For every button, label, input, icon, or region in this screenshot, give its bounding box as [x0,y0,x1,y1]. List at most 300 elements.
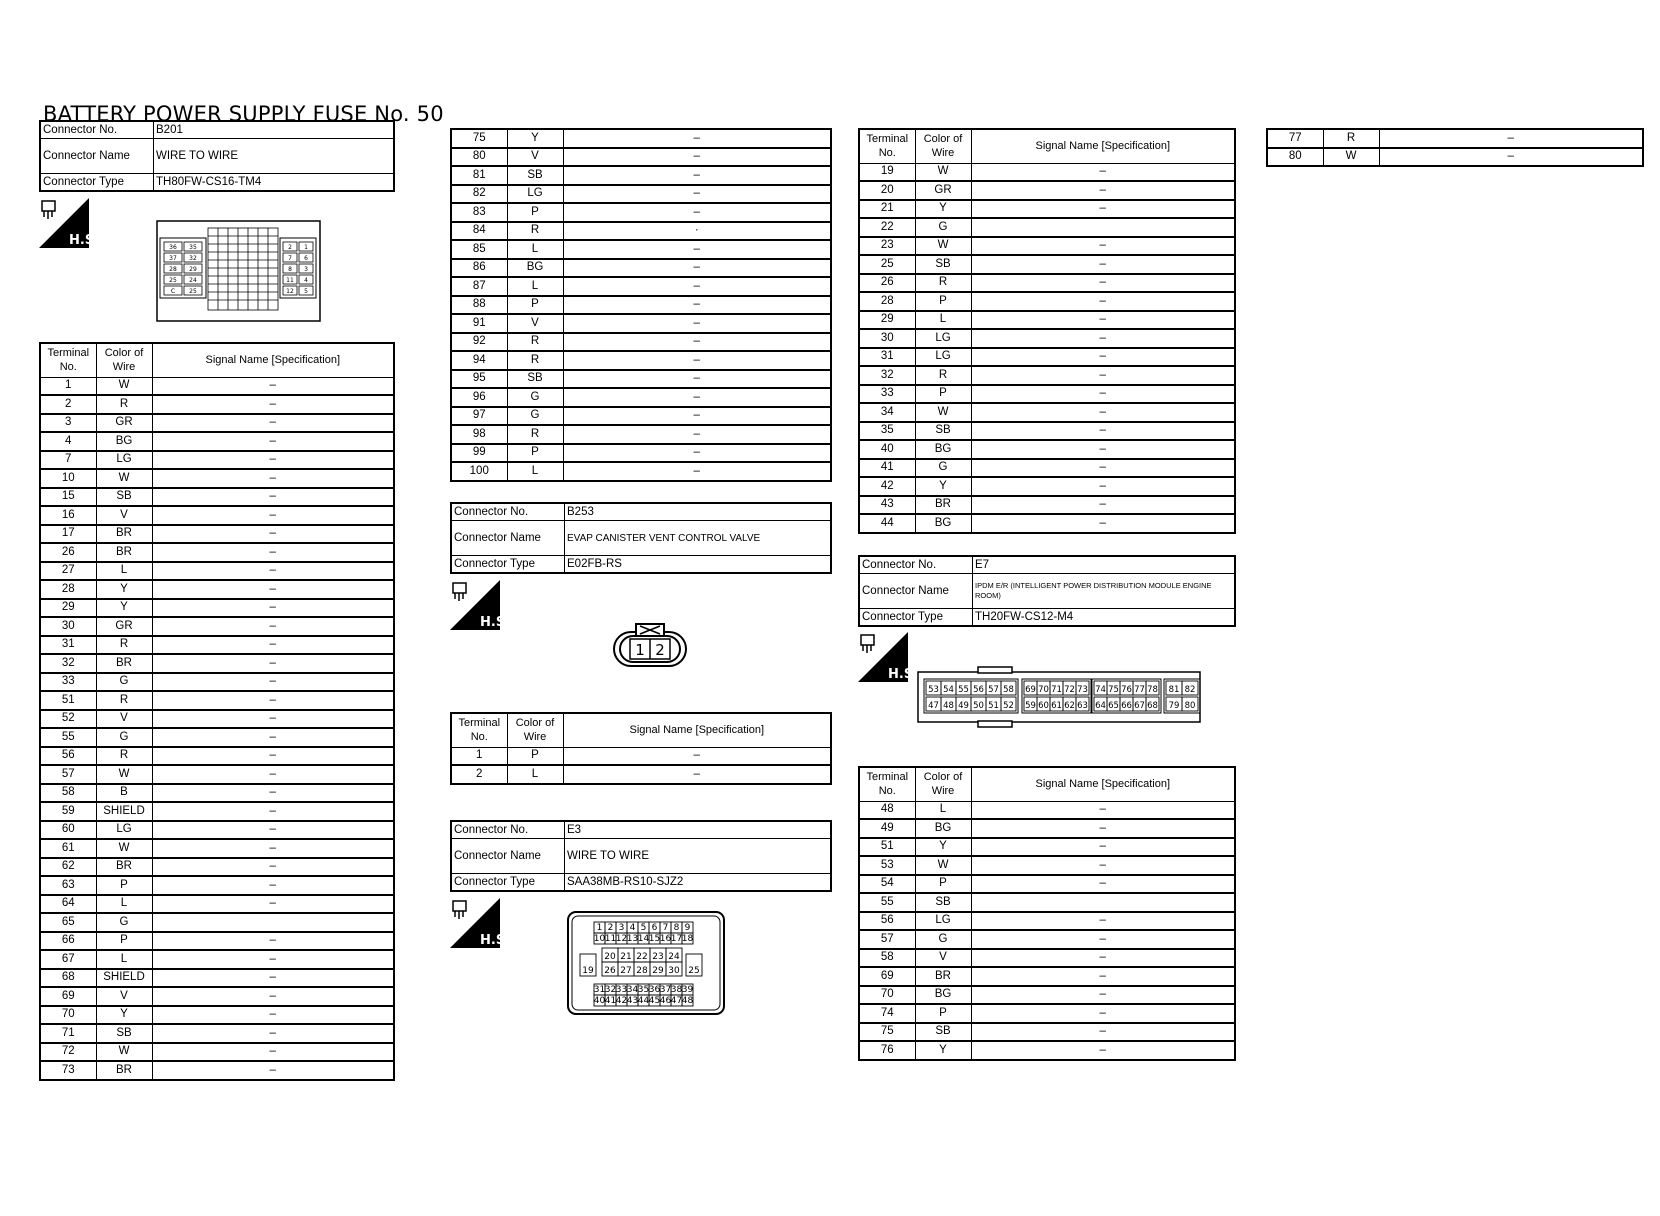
wire-color: P [507,296,563,315]
pin: 63 [1077,701,1088,711]
signal-name: – [971,496,1235,515]
wire-color: BR [96,525,152,544]
table-row [40,1006,394,1025]
table-row [859,366,1235,385]
terminal-no: 31 [40,636,96,655]
connector-name-label: Connector Name [451,521,565,556]
connector-face-b201 [156,220,321,322]
signal-name: – [563,351,831,370]
signal-name: – [971,875,1235,894]
table-row [40,765,394,784]
pin: 14 [637,934,650,944]
wire-color: Y [915,477,971,496]
wire-color: LG [507,185,563,204]
wire-color: G [507,388,563,407]
signal-name: – [563,259,831,278]
terminal-no: 65 [40,913,96,932]
table-row [451,296,831,315]
signal-name: – [152,395,394,414]
terminal-no: 30 [859,329,915,348]
terminal-no: 70 [859,986,915,1005]
wire-color: B [96,784,152,803]
wire-color: SB [96,488,152,507]
signal-name: – [971,422,1235,441]
harness-side-icon [450,580,511,630]
terminal-no: 40 [859,440,915,459]
terminal-no: 57 [859,930,915,949]
wire-color: V [96,710,152,729]
wire-color: L [507,277,563,296]
wire-color: R [96,747,152,766]
table-row [40,858,394,877]
table-row [859,329,1235,348]
table-row [859,514,1235,533]
terminal-no: 80 [1267,148,1323,167]
terminal-no: 55 [859,893,915,912]
table-row [40,950,394,969]
signal-name: – [152,1061,394,1080]
svg-text:5: 5 [304,288,308,295]
terminal-no: 92 [451,333,507,352]
wire-color: SB [507,166,563,185]
pin: 56 [973,685,984,695]
pin: 8 [673,923,680,933]
signal-name: – [152,710,394,729]
table-row [40,747,394,766]
table-row [40,636,394,655]
pin: 44 [637,996,650,1006]
pin: 71 [1051,685,1062,695]
wire-color: G [915,459,971,478]
signal-name: – [152,821,394,840]
signal-name: – [152,784,394,803]
signal-name: – [971,477,1235,496]
wire-color: V [507,314,563,333]
signal-name: – [152,876,394,895]
pin: 73 [1077,685,1088,695]
wire-color: Y [96,580,152,599]
wire-table-e3 [858,128,1236,534]
wire-color: V [507,148,563,167]
table-row [40,617,394,636]
signal-name: – [971,366,1235,385]
svg-text:3: 3 [304,266,308,273]
table-row [451,259,831,278]
pin: 51 [988,701,999,711]
svg-text:35: 35 [189,244,197,251]
pin: 75 [1108,685,1119,695]
signal-name: – [152,728,394,747]
wire-color: L [507,765,563,784]
svg-text:25: 25 [169,277,177,284]
pin: 22 [636,952,648,962]
pin: 79 [1168,701,1180,711]
wire-color: SB [915,422,971,441]
table-row [451,425,831,444]
terminal-no: 25 [859,255,915,274]
wire-color: BG [507,259,563,278]
signal-name: – [563,314,831,333]
terminal-no: 82 [451,185,507,204]
table-row [40,451,394,470]
pin-1: 1 [635,641,645,659]
pin: 53 [928,685,939,695]
connector-no-value: E3 [565,821,832,839]
signal-name: – [152,377,394,395]
svg-text:8: 8 [288,266,292,273]
pin: 69 [1025,685,1036,695]
wire-color: GR [915,181,971,200]
terminal-no: 29 [859,311,915,330]
signal-name: – [152,580,394,599]
terminal-no: 95 [451,370,507,389]
wire-color: P [507,747,563,765]
pin: 3 [618,923,625,933]
wire-color: R [915,274,971,293]
wire-color: BG [915,440,971,459]
wire-color: GR [96,617,152,636]
terminal-no: 77 [1267,129,1323,148]
table-row [859,496,1235,515]
connector-no-label: Connector No. [451,821,565,839]
signal-name: – [152,617,394,636]
connector-no-value: E7 [973,556,1236,574]
signal-name: – [971,801,1235,819]
connector-info-b253 [450,502,832,574]
wire-color: W [915,163,971,181]
signal-name: – [563,425,831,444]
terminal-no: 16 [40,506,96,525]
color-of-wire-header: Color of Wire [507,713,563,747]
wire-color: P [915,292,971,311]
wire-color: Y [96,1006,152,1025]
pin: 23 [652,952,664,962]
table-row [451,203,831,222]
signal-name: – [152,932,394,951]
table-row [451,185,831,204]
pin: 72 [1064,685,1075,695]
connector-name-value: WIRE TO WIRE [154,139,395,174]
table-row [1267,129,1643,148]
wire-color: R [96,691,152,710]
terminal-no: 2 [40,395,96,414]
pin: 54 [943,685,954,695]
pin: 48 [943,701,954,711]
signal-name-header: Signal Name [Specification] [563,713,831,747]
table-row [40,395,394,414]
signal-name: – [563,462,831,481]
connector-face-b253 [612,622,688,670]
terminal-no: 1 [40,377,96,395]
terminal-no-header: Terminal No. [40,343,96,377]
pin: 70 [1038,685,1049,695]
wire-color: R [915,366,971,385]
terminal-no: 1 [451,747,507,765]
table-row [40,432,394,451]
connector-face-e7 [916,666,1202,728]
terminal-no: 85 [451,240,507,259]
color-of-wire-header: Color of Wire [915,129,971,163]
table-row [859,163,1235,181]
signal-name: – [152,1024,394,1043]
table-row [859,274,1235,293]
connector-type-value: TH80FW-CS16-TM4 [154,174,395,192]
terminal-no-header: Terminal No. [451,713,507,747]
pin: 60 [1038,701,1049,711]
wire-color: BG [96,432,152,451]
signal-name: – [152,488,394,507]
table-row [40,969,394,988]
signal-name: – [152,451,394,470]
terminal-no: 17 [40,525,96,544]
terminal-no: 7 [40,451,96,470]
signal-name: – [971,1041,1235,1060]
wire-color: W [96,377,152,395]
signal-name [971,893,1235,912]
wire-color: BG [915,819,971,838]
signal-name: – [563,765,831,784]
wire-color: L [507,240,563,259]
pin: 52 [1003,701,1014,711]
signal-name: – [152,636,394,655]
terminal-no: 42 [859,477,915,496]
signal-name: – [971,1004,1235,1023]
pin: 64 [1095,701,1106,711]
wire-color: V [96,987,152,1006]
terminal-no: 29 [40,599,96,618]
wire-color: R [507,425,563,444]
table-row [451,370,831,389]
wire-color: P [96,932,152,951]
pin: 55 [958,685,969,695]
terminal-no: 4 [40,432,96,451]
terminal-no: 55 [40,728,96,747]
pin: 20 [604,952,616,962]
signal-name: – [152,1043,394,1062]
signal-name: · [563,222,831,241]
signal-name: – [152,654,394,673]
signal-name: – [563,129,831,148]
table-row [40,525,394,544]
pin: 46 [659,996,672,1006]
wire-color: W [96,765,152,784]
pin: 47 [928,701,939,711]
terminal-no: 15 [40,488,96,507]
signal-name: – [971,163,1235,181]
signal-name: – [971,949,1235,968]
signal-name: – [152,987,394,1006]
terminal-no: 32 [859,366,915,385]
pin: 42 [615,996,628,1006]
pin: 31 [593,985,606,995]
pin: 33 [615,985,628,995]
table-row [451,240,831,259]
terminal-no: 71 [40,1024,96,1043]
terminal-no: 86 [451,259,507,278]
signal-name: – [971,255,1235,274]
connector-info-e3 [450,820,832,892]
terminal-no: 84 [451,222,507,241]
wire-color: G [96,913,152,932]
pin-2: 2 [655,641,665,659]
wire-color: R [96,395,152,414]
wire-color: P [507,444,563,463]
table-row [859,838,1235,857]
table-row [40,895,394,914]
table-row [451,148,831,167]
table-row [451,222,831,241]
pin: 57 [988,685,999,695]
terminal-no: 64 [40,895,96,914]
svg-text:25: 25 [189,288,197,295]
wire-color: G [915,218,971,237]
table-row [859,292,1235,311]
terminal-no: 69 [859,967,915,986]
connector-info-b201 [39,120,395,192]
signal-name: – [971,514,1235,533]
terminal-no: 62 [40,858,96,877]
wire-color: G [96,673,152,692]
wire-color: L [915,311,971,330]
terminal-no: 3 [40,414,96,433]
wire-color: SB [915,1023,971,1042]
signal-name: – [563,185,831,204]
terminal-no: 69 [40,987,96,1006]
terminal-no: 48 [859,801,915,819]
svg-text:37: 37 [169,255,177,262]
table-row [859,1041,1235,1060]
terminal-no: 61 [40,839,96,858]
wire-color: LG [96,821,152,840]
signal-name: – [563,296,831,315]
wire-color: R [1323,129,1379,148]
terminal-no: 68 [40,969,96,988]
signal-name: – [971,912,1235,931]
signal-name-header: Signal Name [Specification] [971,767,1235,801]
pin: 81 [1168,685,1180,695]
pin: 59 [1025,701,1036,711]
pin: 13 [626,934,639,944]
signal-name: – [152,469,394,488]
pin: 80 [1184,701,1196,711]
terminal-no: 99 [451,444,507,463]
terminal-no: 19 [859,163,915,181]
signal-name: – [971,385,1235,404]
signal-name: – [563,277,831,296]
wire-color: R [507,333,563,352]
signal-name: – [971,838,1235,857]
signal-name: – [563,747,831,765]
connector-no-label: Connector No. [451,503,565,521]
table-row [859,801,1235,819]
signal-name-header: Signal Name [Specification] [971,129,1235,163]
table-row [40,1043,394,1062]
signal-name: – [971,181,1235,200]
table-row [859,819,1235,838]
terminal-no: 97 [451,407,507,426]
svg-text:6: 6 [304,255,308,262]
terminal-no: 53 [859,856,915,875]
pin: 37 [659,985,672,995]
signal-name: – [563,333,831,352]
svg-text:29: 29 [189,266,197,273]
terminal-no: 41 [859,459,915,478]
signal-name: – [152,432,394,451]
wire-color: R [96,636,152,655]
hs-label: H.S. [480,615,511,630]
terminal-no: 52 [40,710,96,729]
table-row [40,987,394,1006]
terminal-no: 28 [40,580,96,599]
wire-color: BG [915,986,971,1005]
signal-name: – [1379,148,1643,167]
terminal-no: 33 [859,385,915,404]
terminal-no: 51 [40,691,96,710]
terminal-no: 31 [859,348,915,367]
harness-side-icon [858,632,919,682]
pin: 62 [1064,701,1075,711]
pin: 1 [596,923,603,933]
signal-name: – [563,240,831,259]
table-row [40,932,394,951]
table-row [40,802,394,821]
terminal-no: 2 [451,765,507,784]
signal-name: – [563,166,831,185]
terminal-no: 22 [859,218,915,237]
pin: 43 [626,996,639,1006]
table-row [451,444,831,463]
svg-text:32: 32 [189,255,197,262]
wire-color: BR [915,496,971,515]
table-row [859,255,1235,274]
wire-color: BR [96,1061,152,1080]
terminal-no: 49 [859,819,915,838]
table-row [40,654,394,673]
wire-color: BR [96,858,152,877]
connector-name-value: EVAP CANISTER VENT CONTROL VALVE [565,521,832,556]
pin: 77 [1134,685,1145,695]
table-row [451,407,831,426]
terminal-no: 51 [859,838,915,857]
pin: 24 [668,952,680,962]
pin: 6 [651,923,658,933]
terminal-no-header: Terminal No. [859,129,915,163]
signal-name: – [152,1006,394,1025]
pin: 11 [604,934,617,944]
terminal-no: 23 [859,237,915,256]
terminal-no: 81 [451,166,507,185]
terminal-no: 28 [859,292,915,311]
wire-color: V [915,949,971,968]
table-row [859,477,1235,496]
terminal-no: 33 [40,673,96,692]
terminal-no: 60 [40,821,96,840]
connector-type-label: Connector Type [40,174,154,192]
connector-no-label: Connector No. [40,121,154,139]
wire-color: LG [915,348,971,367]
signal-name: – [971,967,1235,986]
terminal-no: 59 [40,802,96,821]
table-row [451,388,831,407]
pin: 10 [593,934,606,944]
terminal-no: 70 [40,1006,96,1025]
wire-color: SB [96,1024,152,1043]
terminal-no: 58 [40,784,96,803]
signal-name: – [563,444,831,463]
pin: 45 [648,996,661,1006]
connector-type-label: Connector Type [451,874,565,892]
terminal-no: 96 [451,388,507,407]
